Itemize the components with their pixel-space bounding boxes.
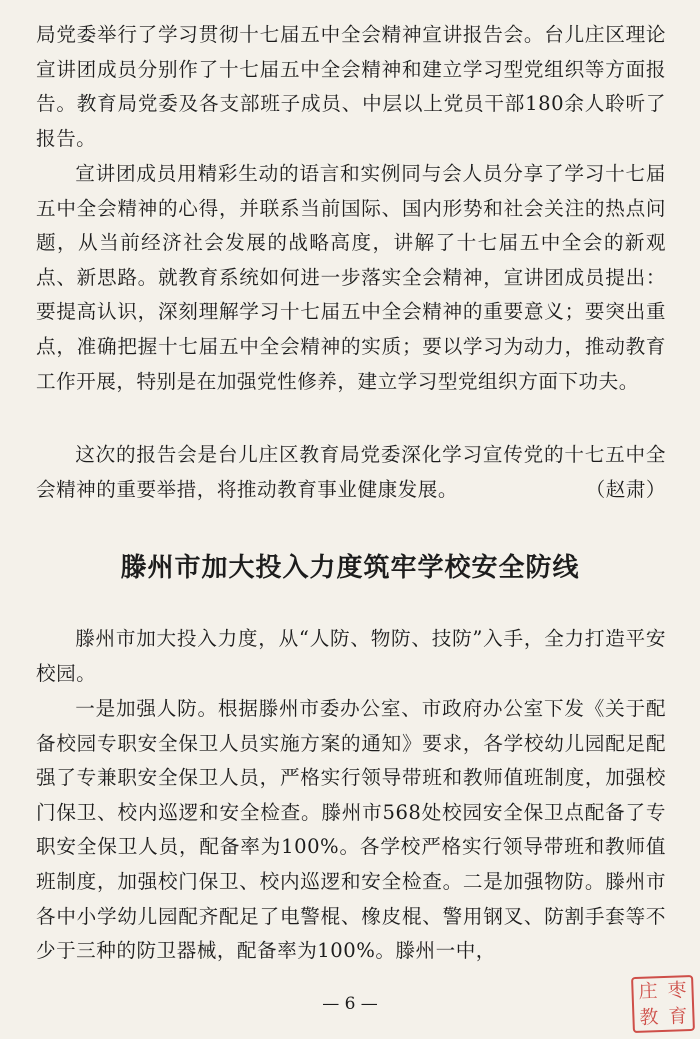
- page-number: — 6 —: [322, 994, 378, 1014]
- paragraph-conclusion: [36, 438, 666, 507]
- stamp-char: 教: [639, 1005, 659, 1029]
- stamp-char: 育: [668, 1004, 688, 1028]
- paragraph-intro: 滕州市加大投入力度，从“人防、物防、技防”入手，全力打造平安校园。: [36, 627, 666, 685]
- author-byline: （赵肃）: [585, 477, 666, 501]
- paragraph-conclusion-text: 这次的报告会是台儿庄区教育局党委深化学习宣传党的十七五中全会精神的重要举措，将推动教育事业健康发展。: [36, 443, 666, 501]
- stamp-char: 庄: [638, 979, 658, 1003]
- paragraph-security-measures: 一是加强人防。根据滕州市委办公室、市政府办公室下发《关于配备校园专职安全保卫人员实施方案的通知》要求，各学校幼儿园配足配强了专兼职安全保卫人员，严格实行领导带班和教师值班制度，加强校门保卫、校内巡逻和安全检查。滕州市568处校园安全保卫点配备了专职安全保卫人员，配备率为100%。各学校严格实行领导带班和教师值班制度，加强校门保卫、校内巡逻和安全检查。二是加强物防。滕州市各中小学幼儿园配齐配足了电警棍、橡皮棍、警用钢叉、防割手套等不少于三种的防卫器械，配备率为100%。滕州一中，: [36, 697, 666, 963]
- seal-stamp: [631, 975, 695, 1033]
- article-title: 滕州市加大投入力度筑牢学校安全防线: [120, 553, 580, 583]
- paragraph-lecture-content: 宣讲团成员用精彩生动的语言和实例同与会人员分享了学习十七届五中全会精神的心得，并联系当前国际、国内形势和社会关注的热点问题，从当前经济社会发展的战略高度，讲解了十七届五中全会的新观点、新思路。就教育系统如何进一步落实全会精神，宣讲团成员提出：要提高认识，深刻理解学习十七届五中全会精神的重要意义；要突出重点，准确把握十七届五中全会精神的实质；要以学习为动力，推动教育工作开展，特别是在加强党性修养，建立学习型党组织方面下功夫。: [36, 162, 666, 393]
- paragraph-report-meeting: 局党委举行了学习贯彻十七届五中全会精神宣讲报告会。台儿庄区理论宣讲团成员分别作了十七届五中全会精神和建立学习型党组织等方面报告。教育局党委及各支部班子成员、中层以上党员干部180余人聆听了报告。: [36, 23, 666, 150]
- stamp-char: 枣: [667, 978, 687, 1002]
